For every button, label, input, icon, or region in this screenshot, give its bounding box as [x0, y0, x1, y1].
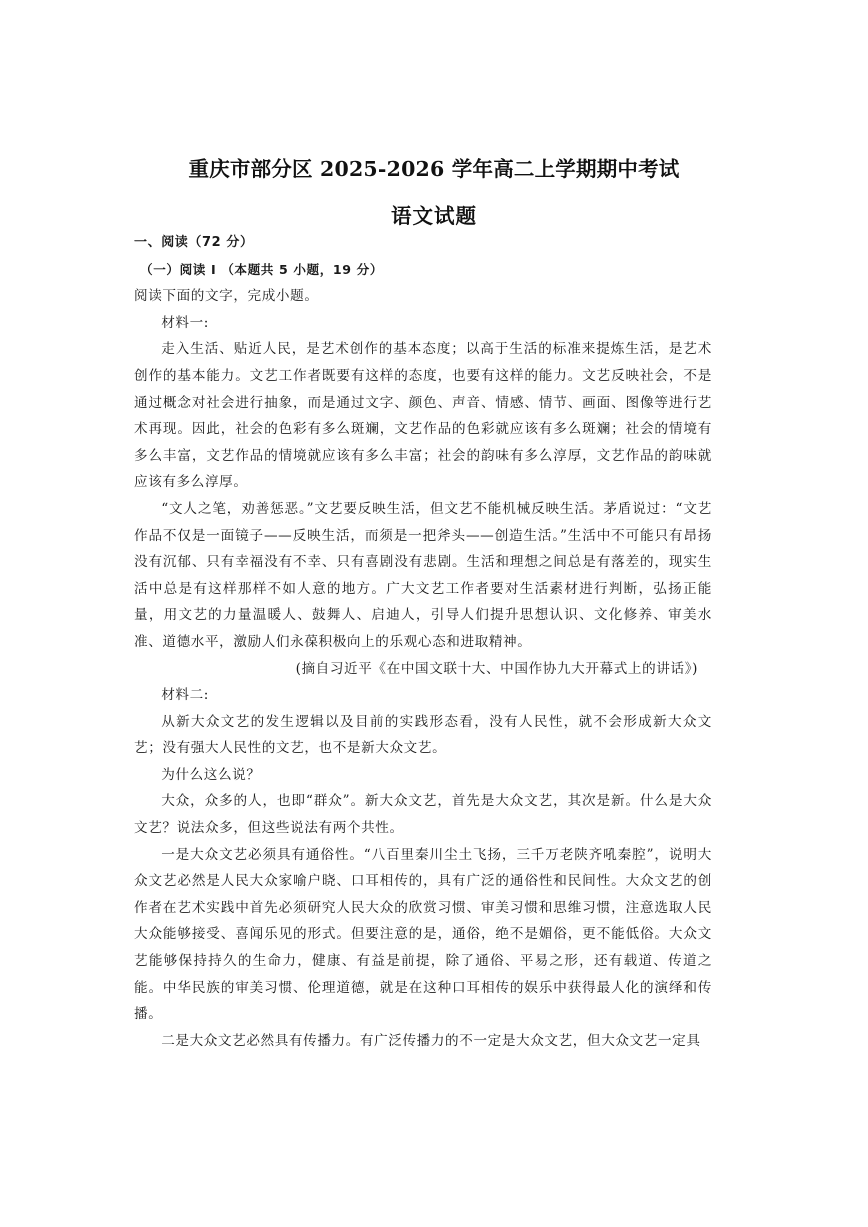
- material2-label: 材料二:: [161, 687, 209, 704]
- material2-paragraph-5: 二是大众文艺必然具有传播力。有广泛传播力的不一定是大众文艺，但大众文艺一定具: [161, 1032, 701, 1049]
- instruction: 阅读下面的文字，完成小题。: [134, 288, 319, 305]
- material2-paragraph-2: 为什么这么说？: [161, 766, 261, 783]
- material2-paragraph-3: 大众，众多的人，也即“群众”。新大众文艺，首先是大众文艺，其次是新。什么是大众文艺？说法众多，但这些说法有两个共性。: [134, 793, 712, 837]
- material1-paragraph-1: 走入生活、贴近人民，是艺术创作的基本态度；以高于生活的标准来提炼生活，是艺术创作的基本能力。文艺工作者既要有这样的态度，也要有这样的能力。文艺反映社会，不是通过概念对社会进行抽象，而是通过文字、颜色、声音、情感、情节、画面、图像等进行艺术再现。因此，社会的色彩有多么斑斓，文艺作品的色彩就应该有多么斑斓；社会的情境有多么丰富，文艺作品的情境就应该有多么丰富；社会的韵味有多么淳厚，文艺作品的韵味就应该有多么淳厚。: [134, 341, 712, 491]
- material2-paragraph-1: 从新大众文艺的发生逻辑以及目前的实践形态看，没有人民性，就不会形成新大众文艺；没有强大人民性的文艺，也不是新大众文艺。: [134, 713, 712, 757]
- document-subtitle: 语文试题: [391, 204, 477, 228]
- document-body: [134, 230, 712, 1054]
- material1-source: (摘自习近平《在中国文联十大、中国作协九大开幕式上的讲话》): [295, 660, 698, 677]
- material1-label: 材料一:: [161, 314, 209, 331]
- document-title: 重庆市部分区 2025-2026 学年高二上学期期中考试: [188, 157, 680, 181]
- material2-paragraph-4: 一是大众文艺必须具有通俗性。“八百里秦川尘土飞扬，三千万老陕齐吼秦腔”，说明大众文艺必然是人民大众家喻户晓、口耳相传的，具有广泛的通俗性和民间性。大众文艺的创作者在艺术实践中首先必须研究人民大众的欣赏习惯、审美习惯和思维习惯，注意选取人民大众能够接受、喜闻乐见的形式。但要注意的是，通俗，绝不是媚俗，更不能低俗。大众文艺能够保持持久的生命力，健康、有益是前提，除了通俗、平易之形，还有载道、传道之能。中华民族的审美习惯、伦理道德，就是在这种口耳相传的娱乐中获得最人化的演绎和传播。: [134, 846, 712, 1023]
- part-heading: 一、阅读（72 分）: [134, 235, 254, 250]
- material1-paragraph-2: “文人之笔，劝善惩恶。”文艺要反映生活，但文艺不能机械反映生活。茅盾说过：“文艺作品不仅是一面镜子——反映生活，而须是一把斧头——创造生活。”生活中不可能只有昂扬没有沉郁、只有幸福没有不幸、只有喜剧没有悲剧。生活和理想之间总是有落差的，现实生活中总是有这样那样不如人意的地方。广大文艺工作者要对生活素材进行判断，弘扬正能量，用文艺的力量温暖人、鼓舞人、启迪人，引导人们提升思想认识、文化修养、审美水准、道德水平，激励人们永葆积极向上的乐观心态和进取精神。: [134, 500, 712, 650]
- sub-heading: （一）阅读 I （本题共 5 小题，19 分）: [140, 261, 384, 277]
